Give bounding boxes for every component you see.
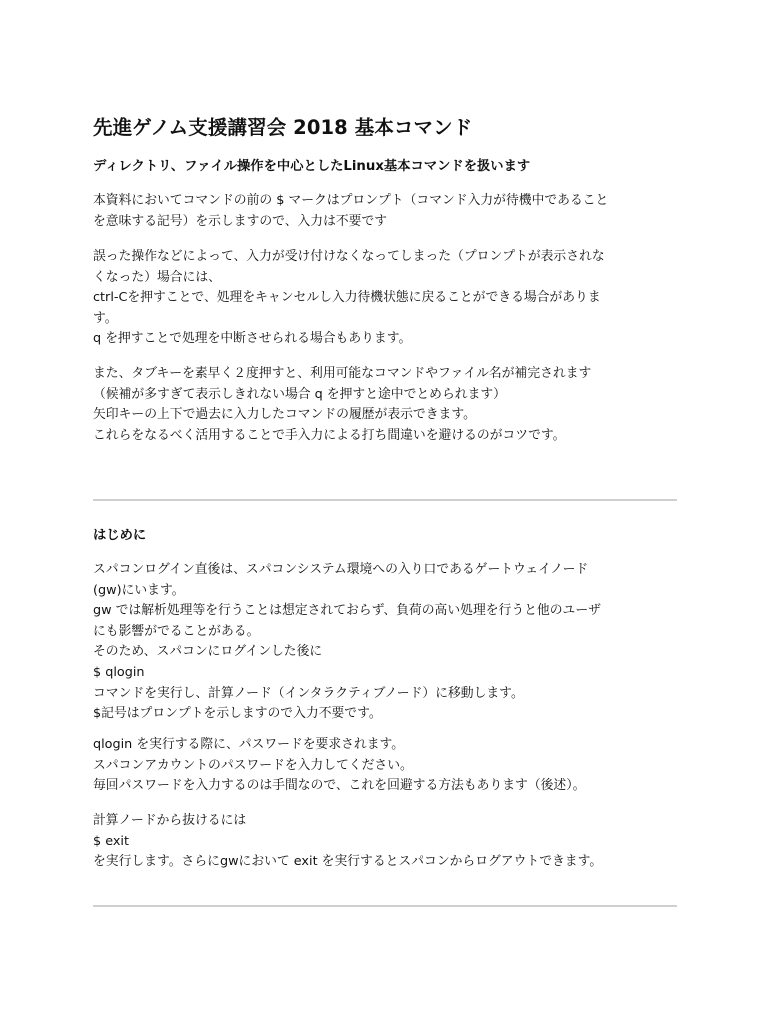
- paragraph-line: す。: [93, 310, 118, 326]
- tab-note-paragraph: [93, 364, 677, 446]
- paragraph-line: また、タブキーを素早く２度押すと、利用可能なコマンドやファイル名が補完されます: [93, 366, 592, 381]
- section-heading-hajimeni: はじめに: [93, 528, 147, 543]
- paragraph-line: qlogin を実行する際に、パスワードを要求されます。: [93, 737, 405, 752]
- command-line: $ qlogin: [93, 664, 145, 680]
- paragraph-line: ctrl-Cを押すことで、処理をキャンセルし入力待機状態に戻ることができる場合がありま: [93, 290, 601, 306]
- paragraph-line: を実行します。さらにgwにおいて exit を実行するとスパコンからログアウトできます。: [93, 854, 603, 870]
- login-paragraph: [93, 560, 677, 725]
- paragraph-line: コマンドを実行し、計算ノード（インタラクティブノード）に移動します。: [93, 685, 524, 701]
- paragraph-line: を意味する記号）を示しますので、入力は不要です: [93, 213, 388, 229]
- paragraph-line: （候補が多すぎて表示しきれない場合 q を押すと途中でとめられます）: [93, 386, 506, 402]
- section-divider: [93, 499, 677, 501]
- paragraph-line: そのため、スパコンにログインした後に: [93, 644, 323, 660]
- paragraph-line: 計算ノードから抜けるには: [93, 813, 247, 828]
- paragraph-line: くなった）場合には、: [93, 269, 221, 285]
- prompt-note-paragraph: [93, 191, 677, 232]
- paragraph-line: これらをなるべく活用することで手入力による打ち間違いを避けるのがコツです。: [93, 427, 566, 443]
- command-line: $ exit: [93, 833, 130, 849]
- password-paragraph: [93, 735, 677, 797]
- page-title: 先進ゲノム支援講習会 2018 基本コマンド: [93, 116, 473, 139]
- paragraph-line: スパコンアカウントのパスワードを入力してください。: [93, 757, 413, 773]
- paragraph-line: 矢印キーの上下で過去に入力したコマンドの履歴が表示できます。: [93, 407, 476, 423]
- paragraph-line: $記号はプロンプトを示しますので入力不要です。: [93, 706, 382, 722]
- section-divider: [93, 905, 677, 907]
- paragraph-line: 毎回パスワードを入力するのは手間なので、これを回避する方法もあります（後述）。: [93, 778, 586, 794]
- paragraph-line: スパコンログイン直後は、スパコンシステム環境への入り口であるゲートウェイノード: [93, 562, 589, 577]
- cancel-note-paragraph: [93, 247, 677, 350]
- paragraph-line: 誤った操作などによって、入力が受け付けなくなってしまった（プロンプトが表示されな: [93, 249, 605, 264]
- exit-paragraph: [93, 811, 677, 873]
- paragraph-line: gw では解析処理等を行うことは想定されておらず、負荷の高い処理を行うと他のユーザ: [93, 603, 601, 619]
- paragraph-line: 本資料においてコマンドの前の $ マークはプロンプト（コマンド入力が待機中であること: [93, 193, 609, 208]
- paragraph-line: にも影響がでることがある。: [93, 623, 260, 639]
- paragraph-line: (gw)にいます。: [93, 582, 185, 598]
- page-subtitle: ディレクトリ、ファイル操作を中心としたLinux基本コマンドを扱います: [93, 159, 531, 174]
- paragraph-line: q を押すことで処理を中断させられる場合もあります。: [93, 331, 412, 347]
